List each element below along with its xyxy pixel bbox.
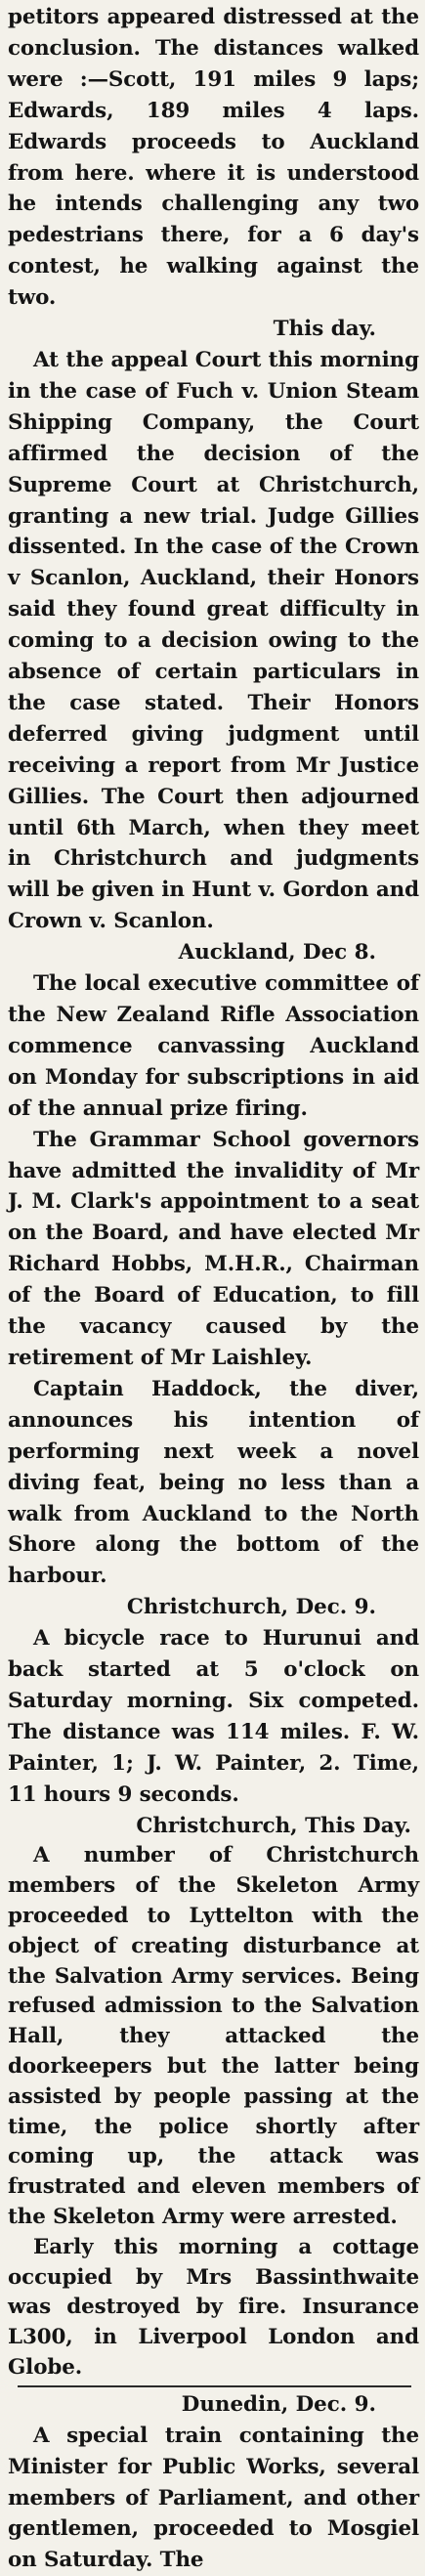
article-bicycle-race — [8, 1592, 419, 1810]
article-dunedin — [8, 2389, 419, 2576]
dateline: Christchurch, This Day. — [136, 1813, 411, 1838]
dateline: Christchurch, Dec. 9. — [126, 1595, 376, 1620]
dateline: Auckland, Dec 8. — [178, 940, 376, 966]
dateline: Dunedin, Dec. 9. — [181, 2391, 376, 2417]
article-paragraph: The local executive committee of the New Zealand Rifle Association commence canvassing Auckland on Monday for subscriptions in aid of the annual prize firing. — [8, 971, 419, 1121]
article-paragraph: A number of Christchurch members of the Skeleton Army proceeded to Lyttelton with the object of creating disturbance at the Salvation Army services. Being refused admission to the Salvation Hall, they attacked the doorkeepers but the latter being assisted by people passing at the time, the police shortly after coming up, the attack was frustrated and eleven members of the Skeleton Army were arrested. — [8, 1843, 419, 2230]
column-rule — [18, 2385, 411, 2387]
article-paragraph: At the appeal Court this morning in the case of Fuch v. Union Steam Shipping Company, the Court affirmed the decision of the Supreme Court at Christchurch, granting a new trial. Judge Gillies dissented. In the case of the Crown v Scanlon, Auckland, their Honors said they found great difficulty in coming to a decision owing to the absence of certain particulars in the case stated. Their Honors deferred giving judgment until receiving a report from Mr Justice Gillies. The Court then adjourned until 6th March, when they meet in Christchurch and judgments will be given in Hunt v. Gordon and Crown v. Scanlon. — [8, 347, 419, 934]
article-paragraph: A bicycle race to Hurunui and back started at 5 o'clock on Saturday morning. Six competed. The distance was 114 miles. F. W. Painter, 1; J. W. Painter, 2. Time, 11 hours 9 seconds. — [8, 1626, 419, 1807]
article-skeleton-army — [8, 1811, 419, 2383]
article-pedestrian-contest — [8, 2, 419, 314]
article-paragraph: A special train containing the Minister for Public Works, several members of Parliament, and other gentlemen, proceeded to Mosgiel on Saturday. The — [8, 2423, 419, 2573]
article-appeal-court — [8, 314, 419, 937]
article-paragraph: The Grammar School governors have admitted the invalidity of Mr J. M. Clark's appointment to a seat on the Board, and have elected Mr Richard Hobbs, M.H.R., Chairman of the Board of Education, to fill the vacancy caused by the retirement of Mr Laishley. — [8, 1127, 419, 1370]
article-paragraph: petitors appeared distressed at the conclusion. The distances walked were :—Scott, 191 miles 9 laps; Edwards, 189 miles 4 laps. Edwards proceeds to Auckland from here. where it is understood he intends challenging any two pedestrians there, for a 6 day's contest, he walking against the two. — [8, 5, 419, 311]
dateline: This day. — [273, 317, 376, 342]
article-paragraph: Early this morning a cottage occupied by Mrs Bassinthwaite was destroyed by fire. Insurance L300, in Liverpool London and Globe. — [8, 2234, 419, 2381]
article-auckland — [8, 937, 419, 1592]
article-paragraph: Captain Haddock, the diver, announces his intention of performing next week a novel diving feat, being no less than a walk from Auckland to the North Shore along the bottom of the harbour. — [8, 1376, 419, 1589]
